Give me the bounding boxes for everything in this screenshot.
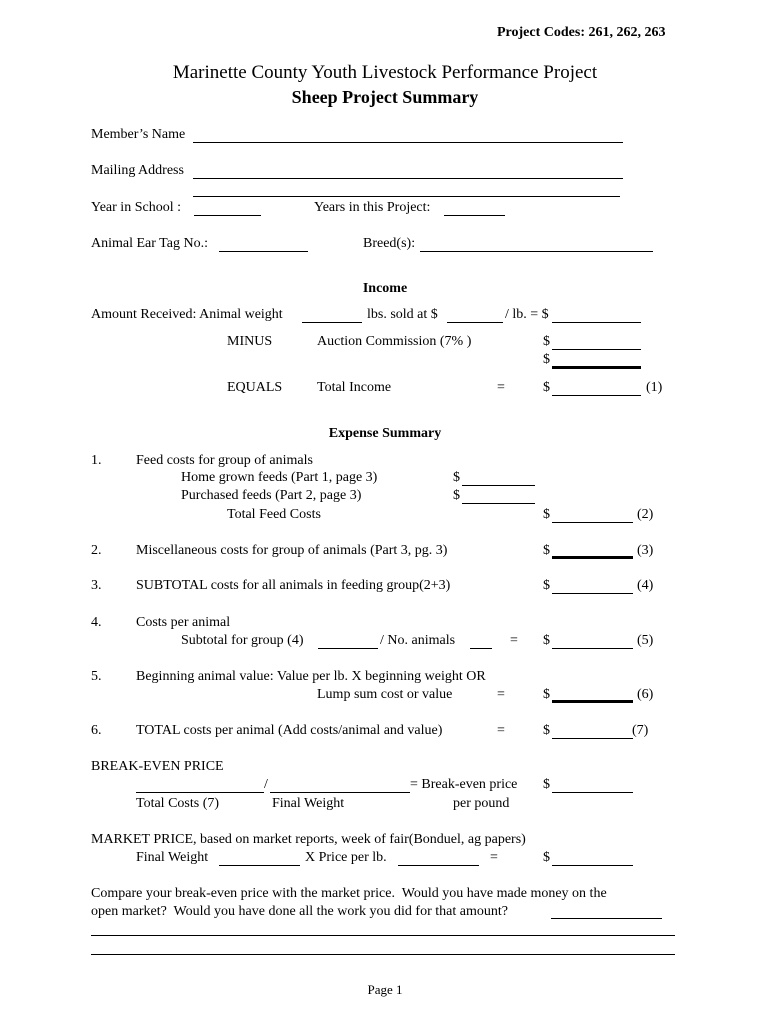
page-number: Page 1 xyxy=(367,982,403,997)
item-number: 3. xyxy=(91,578,102,593)
equals-sign: = xyxy=(497,687,505,702)
auction-commission-label: Auction Commission (7% ) xyxy=(317,334,472,349)
purchased-label: Purchased feeds (Part 2, page 3) xyxy=(181,488,362,503)
year-in-school-label: Year in School : xyxy=(91,200,181,215)
total-costs-7-label: Total Costs (7) xyxy=(136,796,220,811)
commission-subtotal-field[interactable] xyxy=(552,366,641,369)
purchased-field[interactable] xyxy=(462,503,535,504)
subtotal-group-label: Subtotal for group (4) xyxy=(181,633,304,648)
equals-sign: = xyxy=(497,380,505,395)
dollar-sign: $ xyxy=(543,334,550,349)
market-final-weight-label: Final Weight xyxy=(136,850,209,865)
ear-tag-label: Animal Ear Tag No.: xyxy=(91,236,208,251)
dollar-sign: $ xyxy=(543,380,550,395)
item-number: 4. xyxy=(91,615,102,630)
equals-sign: = xyxy=(490,850,498,865)
ref-1: (1) xyxy=(646,380,663,395)
comment-line-1[interactable] xyxy=(91,935,675,936)
mailing-address-field-1[interactable] xyxy=(193,178,623,179)
cost-per-animal-field[interactable] xyxy=(552,648,633,649)
auction-commission-field[interactable] xyxy=(552,349,641,350)
beginning-value-field[interactable] xyxy=(552,700,633,703)
subtotal-group-field[interactable] xyxy=(318,648,378,649)
subtotal-label: SUBTOTAL costs for all animals in feeding group(2+3) xyxy=(136,578,451,593)
item-number: 5. xyxy=(91,669,102,684)
ref-7: (7) xyxy=(632,723,649,738)
misc-costs-field[interactable] xyxy=(552,556,633,559)
item-number: 6. xyxy=(91,723,102,738)
break-even-heading: BREAK-EVEN PRICE xyxy=(91,759,224,774)
equals-label: EQUALS xyxy=(227,380,283,395)
total-costs-7-field[interactable] xyxy=(136,792,264,793)
dollar-sign: $ xyxy=(543,723,550,738)
home-grown-label: Home grown feeds (Part 1, page 3) xyxy=(181,470,378,485)
price-per-lb-label: X Price per lb. xyxy=(305,850,387,865)
market-value-field[interactable] xyxy=(552,865,633,866)
break-even-price-field[interactable] xyxy=(552,792,633,793)
ref-2: (2) xyxy=(637,507,654,522)
project-codes: Project Codes: 261, 262, 263 xyxy=(497,25,666,40)
ref-3: (3) xyxy=(637,543,654,558)
amount-received-label: Amount Received: Animal weight xyxy=(91,307,283,322)
breed-field[interactable] xyxy=(420,251,653,252)
years-in-project-field[interactable] xyxy=(444,215,505,216)
dollar-sign: $ xyxy=(543,687,550,702)
compare-amount-field[interactable] xyxy=(551,918,662,919)
page-title: Marinette County Youth Livestock Performance Project xyxy=(172,62,598,83)
price-per-lb-field[interactable] xyxy=(447,322,503,323)
total-costs-label: TOTAL costs per animal (Add costs/animal and value) xyxy=(136,723,443,738)
no-animals-label: / No. animals xyxy=(380,633,456,648)
home-grown-field[interactable] xyxy=(462,485,535,486)
dollar-sign: $ xyxy=(543,850,550,865)
per-lb-label: / lb. = $ xyxy=(505,307,549,322)
dollar-sign: $ xyxy=(543,352,550,367)
final-weight-field[interactable] xyxy=(270,792,410,793)
market-final-weight-field[interactable] xyxy=(219,865,300,866)
subtotal-field[interactable] xyxy=(552,593,633,594)
total-income-label: Total Income xyxy=(317,380,392,395)
mailing-address-field-2[interactable] xyxy=(193,196,620,197)
equals-sign: = xyxy=(510,633,518,648)
beginning-value-label: Beginning animal value: Value per lb. X beginning weight OR xyxy=(136,669,486,684)
compare-line-2: open market? Would you have done all the work you did for that amount? xyxy=(91,904,508,919)
item-number: 1. xyxy=(91,453,102,468)
ear-tag-field[interactable] xyxy=(219,251,308,252)
lbs-sold-label: lbs. sold at $ xyxy=(367,307,438,322)
comment-line-2[interactable] xyxy=(91,954,675,955)
costs-per-animal-label: Costs per animal xyxy=(136,615,231,630)
dollar-sign: $ xyxy=(453,488,460,503)
market-price-heading: MARKET PRICE, based on market reports, week of fair(Bonduel, ag papers) xyxy=(91,832,526,847)
lump-sum-label: Lump sum cost or value xyxy=(317,687,453,702)
year-in-school-field[interactable] xyxy=(194,215,261,216)
dollar-sign: $ xyxy=(453,470,460,485)
dollar-sign: $ xyxy=(543,543,550,558)
mailing-address-label: Mailing Address xyxy=(91,163,184,178)
per-pound-label: per pound xyxy=(453,796,510,811)
dollar-sign: $ xyxy=(543,578,550,593)
total-feed-field[interactable] xyxy=(552,522,633,523)
page-subtitle: Sheep Project Summary xyxy=(291,87,479,107)
dollar-sign: $ xyxy=(543,777,550,792)
dollar-sign: $ xyxy=(543,633,550,648)
expense-heading: Expense Summary xyxy=(328,426,442,441)
minus-label: MINUS xyxy=(227,334,273,349)
total-costs-field[interactable] xyxy=(552,738,633,739)
ref-5: (5) xyxy=(637,633,654,648)
misc-costs-label: Miscellaneous costs for group of animals (Part 3, pg. 3) xyxy=(136,543,448,558)
item-number: 2. xyxy=(91,543,102,558)
dollar-sign: $ xyxy=(543,507,550,522)
breed-label: Breed(s): xyxy=(363,236,416,251)
total-income-field[interactable] xyxy=(552,395,641,396)
income-heading: Income xyxy=(362,281,408,296)
member-name-label: Member’s Name xyxy=(91,127,186,142)
animal-weight-field[interactable] xyxy=(302,322,362,323)
slash: / xyxy=(264,777,268,792)
market-price-per-lb-field[interactable] xyxy=(398,865,479,866)
ref-4: (4) xyxy=(637,578,654,593)
compare-line-1: Compare your break-even price with the market price. Would you have made money on the xyxy=(91,886,607,901)
amount-received-field[interactable] xyxy=(552,322,641,323)
feed-costs-label: Feed costs for group of animals xyxy=(136,453,313,468)
break-even-label: = Break-even price xyxy=(410,777,518,792)
final-weight-label: Final Weight xyxy=(272,796,345,811)
no-animals-field[interactable] xyxy=(470,648,492,649)
equals-sign: = xyxy=(497,723,505,738)
ref-6: (6) xyxy=(637,687,654,702)
total-feed-label: Total Feed Costs xyxy=(227,507,321,522)
years-in-project-label: Years in this Project: xyxy=(314,200,431,215)
member-name-field[interactable] xyxy=(193,142,623,143)
